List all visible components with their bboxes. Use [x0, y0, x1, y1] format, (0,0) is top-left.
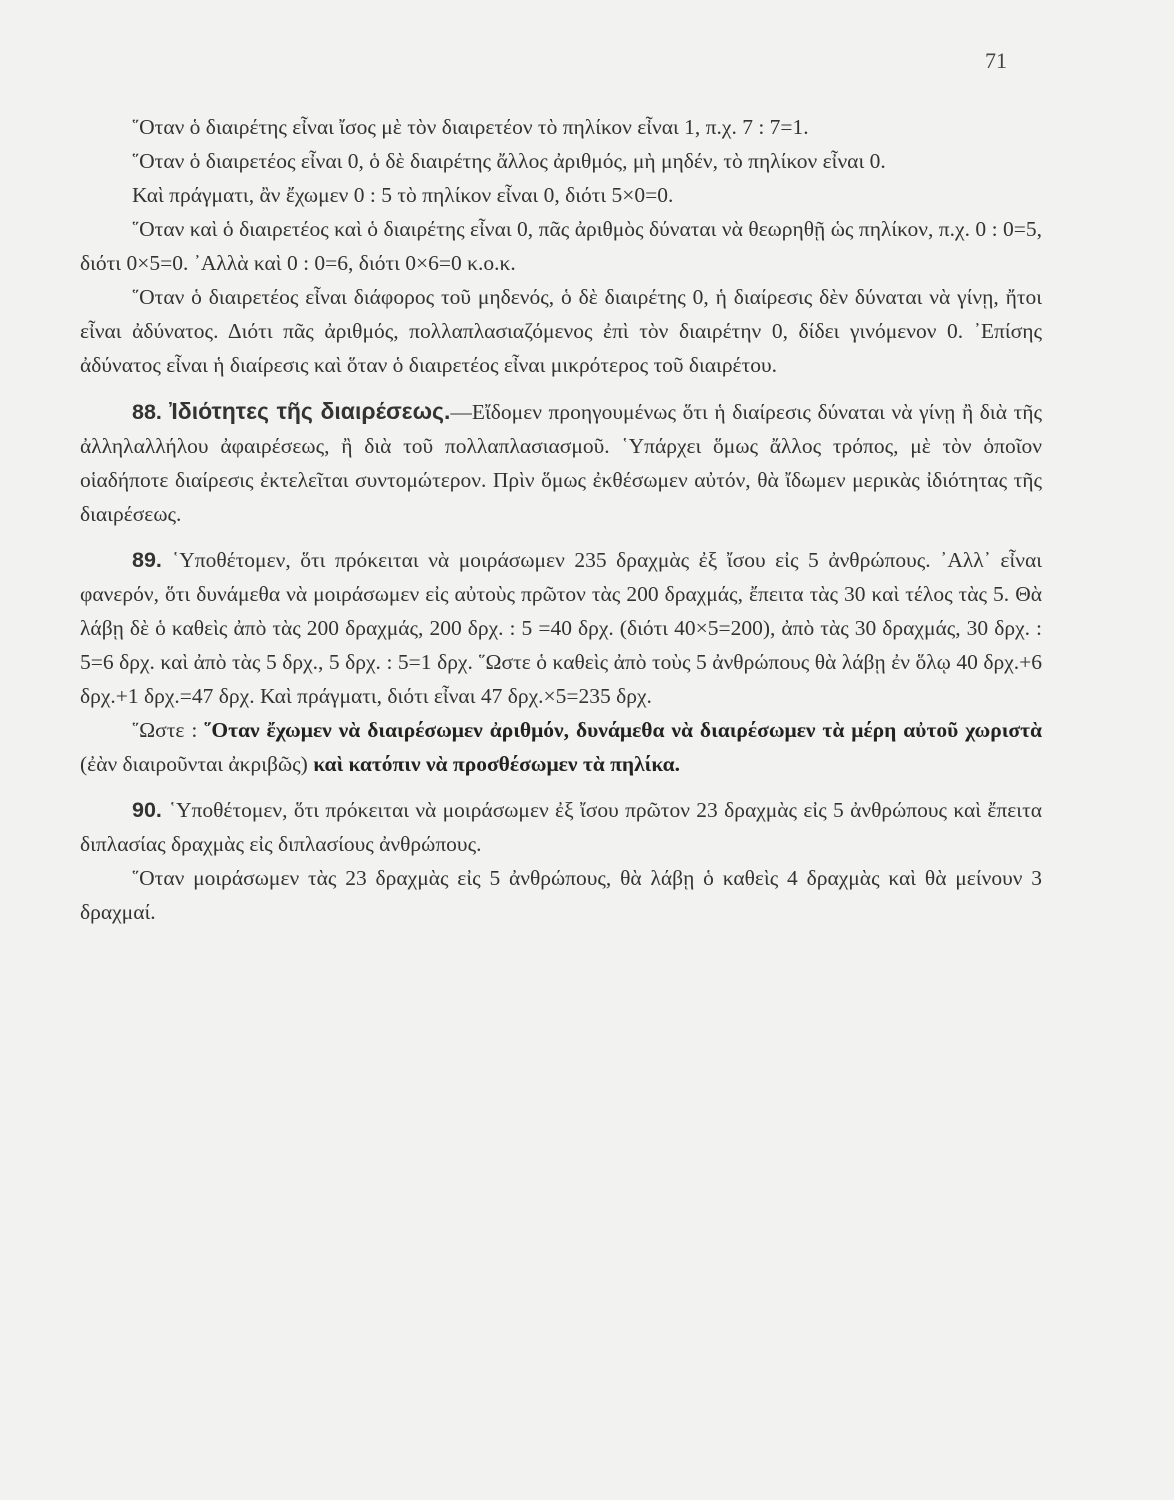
page-body [80, 110, 1042, 929]
paragraph [80, 793, 1042, 861]
bold-text-run: καὶ κατόπιν νὰ προσθέσωμεν τὰ πηλίκα. [313, 752, 681, 776]
paragraph [80, 212, 1042, 280]
section-number: 90. [132, 798, 169, 822]
page-number: 71 [985, 48, 1007, 73]
section-number: 89. [132, 548, 173, 572]
paragraph [80, 861, 1042, 929]
paragraph [80, 713, 1042, 781]
paragraph [80, 110, 1042, 144]
text-run: ῾Υποθέτομεν, ὅτι πρόκειται νὰ μοιράσωμεν 235 δραχμὰς ἐξ ἴσου εἰς 5 ἀνθρώπους. ᾿Αλλ᾽ εἶναι φανερόν, ὅτι δυνάμεθα νὰ μοιράσωμεν εἰς αὐτοὺς πρῶτον τὰς 200 δραχμάς, ἔπειτα τὰς 30 καὶ τέλος τὰς 5. Θὰ λάβῃ δὲ ὁ καθεὶς ἀπὸ τὰς 200 δραχμάς, 200 δρχ. : 5 =40 δρχ. (διότι 40×5=200), ἀπὸ τὰς 30 δραχμάς, 30 δρχ. : 5=6 δρχ. καὶ ἀπὸ τὰς 5 δρχ., 5 δρχ. : 5=1 δρχ. ῞Ωστε ὁ καθεὶς ἀπὸ τοὺς 5 ἀνθρώπους θὰ λάβῃ ἐν ὅλῳ 40 δρχ.+6 δρχ.+1 δρχ.=47 δρχ. Καὶ πράγματι, διότι εἶναι 47 δρχ.×5=235 δρχ. [80, 548, 1042, 708]
text-run: ῞Οταν ὁ διαιρέτης εἶναι ἴσος μὲ τὸν διαιρετέον τὸ πηλίκον εἶναι 1, π.χ. 7 : 7=1. [132, 115, 809, 139]
text-run: ῞Οταν καὶ ὁ διαιρετέος καὶ ὁ διαιρέτης εἶναι 0, πᾶς ἀριθμὸς δύναται νὰ θεωρηθῇ ὡς πηλίκον, π.χ. 0 : 0=5, διότι 0×5=0. ᾿Αλλὰ καὶ 0 : 0=6, διότι 0×6=0 κ.ο.κ. [80, 217, 1042, 275]
paragraph [80, 543, 1042, 713]
text-run: (ἐὰν διαιροῦνται ἀκριβῶς) [80, 752, 314, 776]
section-number: 88. [132, 400, 170, 424]
text-run: ῞Οταν ὁ διαιρετέος εἶναι διάφορος τοῦ μηδενός, ὁ δὲ διαιρέτης 0, ἡ διαίρεσις δὲν δύναται νὰ γίνῃ, ἤτοι εἶναι ἀδύνατος. Διότι πᾶς ἀριθμός, πολλαπλασιαζόμενος ἐπὶ τὸν διαιρέτην 0, δίδει γινόμενον 0. ᾿Επίσης ἀδύνατος εἶναι ἡ διαίρεσις καὶ ὅταν ὁ διαιρετέος εἶναι μικρότερος τοῦ διαιρέτου. [80, 285, 1042, 377]
text-run: ῾Υποθέτομεν, ὅτι πρόκειται νὰ μοιράσωμεν ἐξ ἴσου πρῶτον 23 δραχμὰς εἰς 5 ἀνθρώπους καὶ ἔπειτα διπλασίας δραχμὰς εἰς διπλασίους ἀνθρώπους. [80, 798, 1042, 856]
text-run: ῞Οταν μοιράσωμεν τὰς 23 δραχμὰς εἰς 5 ἀνθρώπους, θὰ λάβῃ ὁ καθεὶς 4 δραχμὰς καὶ θὰ μείνουν 3 δραχμαί. [80, 866, 1042, 924]
bold-text-run: ῞Οταν ἔχωμεν νὰ διαιρέσωμεν ἀριθμόν, δυνάμεθα νὰ διαιρέσωμεν τὰ μέρη αὐτοῦ χωριστὰ [204, 718, 1043, 742]
text-run: —Εἴδομεν προηγουμένως ὅτι ἡ διαίρεσις δύναται νὰ γίνῃ ἢ διὰ τῆς ἀλληλαλλήλου ἀφαιρέσεως, ἢ διὰ τοῦ πολλαπλασιασμοῦ. ῾Υπάρχει ὅμως ἄλλος τρόπος, μὲ τὸν ὁποῖον οἱαδήποτε διαίρεσις ἐκτελεῖται συντομώτερον. Πρὶν ὅμως ἐκθέσωμεν αὐτόν, θὰ ἴδωμεν μερικὰς ἰδιότητας τῆς διαιρέσεως. [80, 400, 1042, 526]
paragraph [80, 280, 1042, 382]
text-run: Καὶ πράγματι, ἂν ἔχωμεν 0 : 5 τὸ πηλίκον εἶναι 0, διότι 5×0=0. [132, 183, 674, 207]
paragraph [80, 144, 1042, 178]
text-run: ῞Οταν ὁ διαιρετέος εἶναι 0, ὁ δὲ διαιρέτης ἄλλος ἀριθμός, μὴ μηδέν, τὸ πηλίκον εἶναι 0. [132, 149, 886, 173]
section-title: Ἰδιότητες τῆς διαιρέσεως. [169, 398, 451, 424]
paragraph [80, 178, 1042, 212]
paragraph [80, 394, 1042, 531]
text-run: ῞Ωστε : [132, 718, 205, 742]
